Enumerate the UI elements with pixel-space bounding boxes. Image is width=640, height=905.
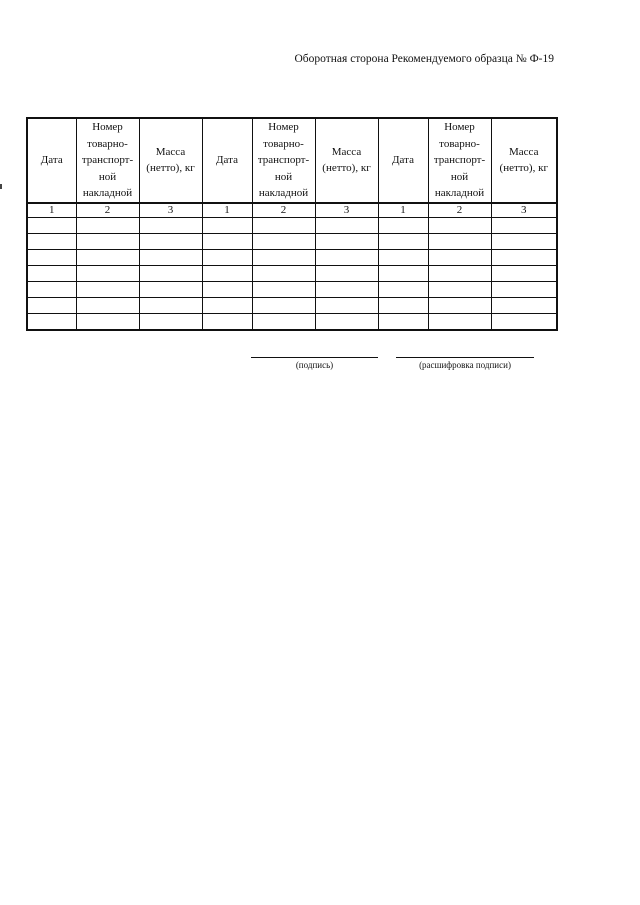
table-cell[interactable]: [27, 281, 76, 297]
delivery-records-table: [26, 117, 558, 331]
table-cell[interactable]: [378, 233, 428, 249]
signature-decoding-line[interactable]: [396, 357, 534, 358]
table-cell[interactable]: [252, 281, 315, 297]
column-number: 2: [76, 203, 139, 218]
table-row: [27, 281, 557, 297]
column-number: 1: [378, 203, 428, 218]
table-cell[interactable]: [139, 313, 202, 330]
table-cell[interactable]: [491, 265, 557, 281]
header-date: Дата: [202, 118, 252, 203]
table-row: [27, 265, 557, 281]
header-waybill-number: Номер товарно- транспорт- ной накладной: [252, 118, 315, 203]
table-cell[interactable]: [378, 265, 428, 281]
header-date: Дата: [378, 118, 428, 203]
table-cell[interactable]: [428, 233, 491, 249]
signature-decoding-block: [396, 357, 534, 370]
header-waybill-number: Номер товарно- транспорт- ной накладной: [76, 118, 139, 203]
table-cell[interactable]: [202, 297, 252, 313]
table-cell[interactable]: [202, 281, 252, 297]
table-cell[interactable]: [428, 297, 491, 313]
table-cell[interactable]: [139, 297, 202, 313]
table-cell[interactable]: [315, 249, 378, 265]
table-cell[interactable]: [315, 217, 378, 233]
table-cell[interactable]: [252, 313, 315, 330]
table-cell[interactable]: [491, 249, 557, 265]
table-cell[interactable]: [27, 233, 76, 249]
column-number: 2: [428, 203, 491, 218]
table-cell[interactable]: [76, 281, 139, 297]
table-cell[interactable]: [76, 249, 139, 265]
table-row: [27, 233, 557, 249]
table-cell[interactable]: [252, 217, 315, 233]
header-net-mass: Масса (нетто), кг: [491, 118, 557, 203]
column-number: 3: [491, 203, 557, 218]
column-number: 1: [27, 203, 76, 218]
page-edge-mark: [0, 184, 2, 189]
table-cell[interactable]: [139, 249, 202, 265]
table-cell[interactable]: [428, 217, 491, 233]
header-date: Дата: [27, 118, 76, 203]
table-cell[interactable]: [76, 265, 139, 281]
table-cell[interactable]: [491, 233, 557, 249]
table-cell[interactable]: [378, 281, 428, 297]
signature-decoding-caption: (расшифровка подписи): [419, 360, 511, 370]
table-cell[interactable]: [27, 217, 76, 233]
table-cell[interactable]: [202, 313, 252, 330]
column-number: 1: [202, 203, 252, 218]
table-cell[interactable]: [252, 297, 315, 313]
signature-caption: (подпись): [295, 360, 334, 370]
table-cell[interactable]: [252, 265, 315, 281]
table-cell[interactable]: [76, 217, 139, 233]
table-cell[interactable]: [202, 217, 252, 233]
table-cell[interactable]: [428, 249, 491, 265]
table-cell[interactable]: [202, 249, 252, 265]
header-net-mass: Масса (нетто), кг: [139, 118, 202, 203]
table-cell[interactable]: [491, 313, 557, 330]
header-net-mass: Масса (нетто), кг: [315, 118, 378, 203]
table-cell[interactable]: [428, 265, 491, 281]
table-cell[interactable]: [378, 297, 428, 313]
table-row: [27, 297, 557, 313]
table-cell[interactable]: [139, 265, 202, 281]
table-cell[interactable]: [76, 297, 139, 313]
table-cell[interactable]: [428, 281, 491, 297]
table-cell[interactable]: [315, 313, 378, 330]
table-cell[interactable]: [315, 297, 378, 313]
table-row: [27, 313, 557, 330]
table-cell[interactable]: [491, 217, 557, 233]
table-cell[interactable]: [139, 281, 202, 297]
table-cell[interactable]: [202, 233, 252, 249]
signature-line[interactable]: [251, 357, 378, 358]
table-cell[interactable]: [378, 313, 428, 330]
table-cell[interactable]: [315, 265, 378, 281]
table-cell[interactable]: [315, 281, 378, 297]
column-number: 3: [139, 203, 202, 218]
table-cell[interactable]: [491, 281, 557, 297]
table-cell[interactable]: [139, 233, 202, 249]
table-cell[interactable]: [139, 217, 202, 233]
table-cell[interactable]: [252, 249, 315, 265]
table-cell[interactable]: [202, 265, 252, 281]
column-number-row: [27, 203, 557, 218]
signature-block: [251, 357, 378, 370]
table-cell[interactable]: [27, 265, 76, 281]
table-cell[interactable]: [27, 297, 76, 313]
table-cell[interactable]: [378, 217, 428, 233]
table-row: [27, 249, 557, 265]
table-cell[interactable]: [27, 313, 76, 330]
table-cell[interactable]: [76, 233, 139, 249]
table-cell[interactable]: [27, 249, 76, 265]
table-cell[interactable]: [378, 249, 428, 265]
table-cell[interactable]: [315, 233, 378, 249]
table-row: [27, 217, 557, 233]
column-number: 3: [315, 203, 378, 218]
table-cell[interactable]: [76, 313, 139, 330]
header-waybill-number: Номер товарно- транспорт- ной накладной: [428, 118, 491, 203]
column-number: 2: [252, 203, 315, 218]
table-header-row: [27, 118, 557, 203]
table-cell[interactable]: [252, 233, 315, 249]
table-cell[interactable]: [491, 297, 557, 313]
page-heading: Оборотная сторона Рекомендуемого образца № Ф-19: [294, 53, 554, 65]
table-cell[interactable]: [428, 313, 491, 330]
